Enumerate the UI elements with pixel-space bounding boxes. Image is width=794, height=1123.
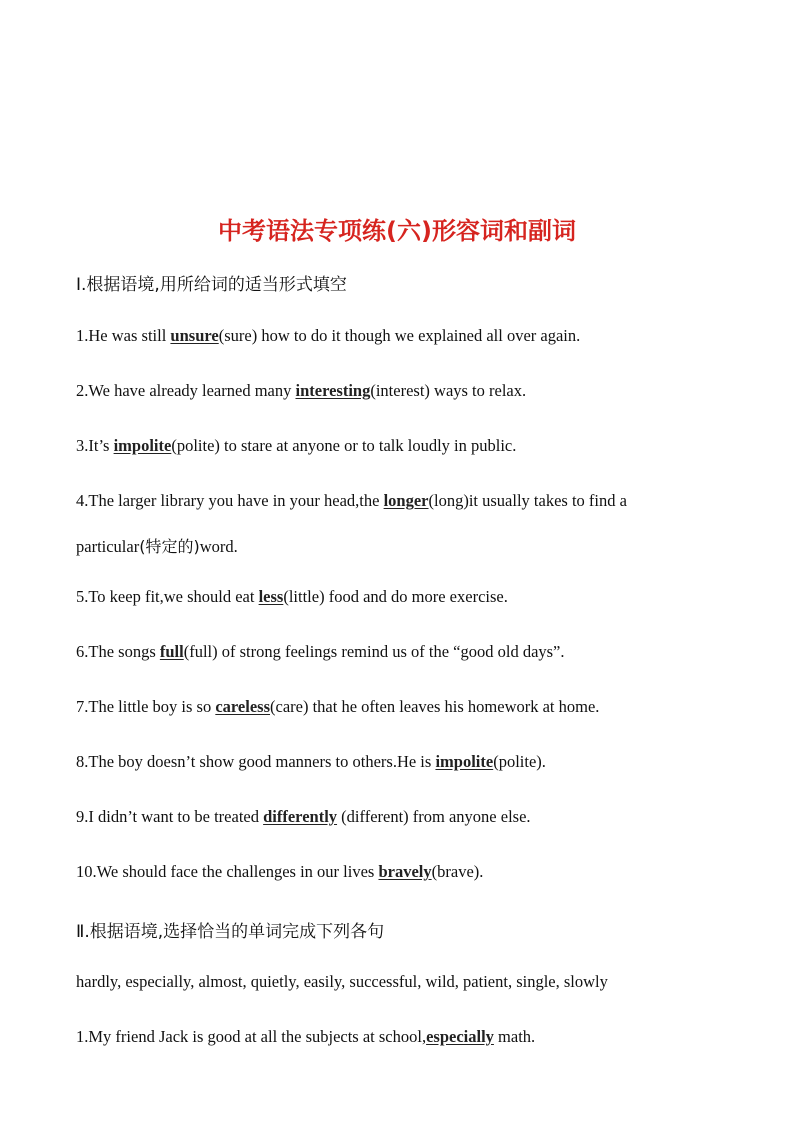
exercise-item-2 [76,381,526,401]
answer: unsure [170,326,219,345]
answer: less [258,587,284,606]
item-text: (sure) how to do it though we explained all over again. [218,326,581,345]
item-text: 2.We have already learned many [76,381,296,400]
item-text: (long)it usually takes to find a [428,491,627,510]
item-text: (polite). [493,752,546,771]
answer: impolite [113,436,172,455]
exercise-item-5 [76,587,508,607]
answer: differently [263,807,338,826]
item-text: 4.The larger library you have in your head,the [76,491,384,510]
item-text: (little) food and do more exercise. [283,587,508,606]
exercise-item-3 [76,436,516,456]
item-text: 6.The songs [76,642,160,661]
answer: longer [383,491,429,510]
item-text: 1.He was still [76,326,171,345]
item-text: 1.My friend Jack is good at all the subjects at school, [76,1027,427,1046]
page-title: 中考语法专项练(六)形容词和副词 [218,217,576,245]
exercise-item-8 [76,752,546,772]
exercise-item-6 [76,642,565,662]
exercise-item-s2-1 [76,1027,535,1047]
exercise-item-7 [76,697,599,717]
item-text: (different) from anyone else. [337,807,531,826]
item-text: (interest) ways to relax. [370,381,527,400]
item-text: 7.The little boy is so [76,697,216,716]
chinese-gloss: (特定的) [139,537,200,556]
section2-heading: Ⅱ.根据语境,选择恰当的单词完成下列各句 [76,922,385,942]
answer: full [159,642,184,661]
item-text: word. [199,537,238,556]
exercise-item-4 [76,491,627,511]
answer: impolite [435,752,494,771]
exercise-item-1 [76,326,580,346]
answer: bravely [378,862,432,881]
section1-heading: Ⅰ.根据语境,用所给词的适当形式填空 [76,275,347,295]
item-text: 10.We should face the challenges in our lives [76,862,379,881]
word-bank: hardly, especially, almost, quietly, easily, successful, wild, patient, single, slowly [76,972,608,991]
answer: interesting [295,381,371,400]
item-text: (brave). [431,862,484,881]
answer: careless [215,697,271,716]
item-text: (full) of strong feelings remind us of the “good old days”. [183,642,565,661]
item-text: 3.It’s [76,436,114,455]
item-text: math. [493,1027,536,1046]
item-text: 8.The boy doesn’t show good manners to others.He is [76,752,436,771]
item-text: particular [76,537,140,556]
exercise-item-10 [76,862,483,882]
answer: especially [426,1027,494,1046]
exercise-item-4-continued [76,534,238,557]
exercise-item-9 [76,807,531,827]
item-text: (care) that he often leaves his homework at home. [270,697,600,716]
item-text: 5.To keep fit,we should eat [76,587,259,606]
item-text: 9.I didn’t want to be treated [76,807,264,826]
item-text: (polite) to stare at anyone or to talk loudly in public. [171,436,517,455]
